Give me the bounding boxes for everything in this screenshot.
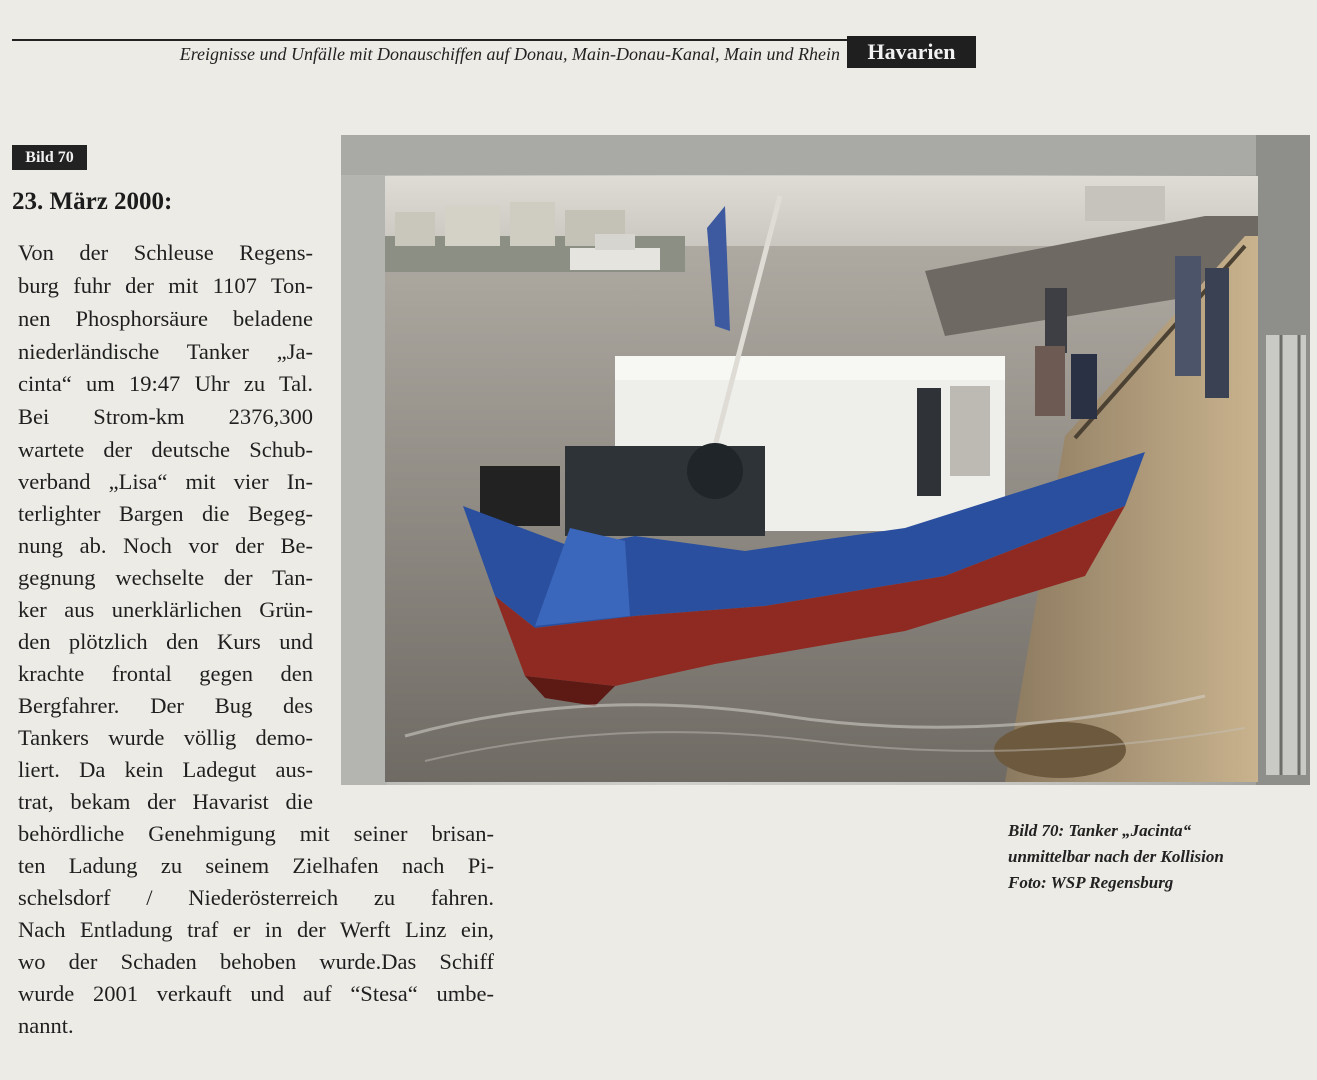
body-line: Von der Schleuse Regens- bbox=[18, 240, 313, 265]
tanker-photo bbox=[385, 176, 1258, 782]
body-line: ten Ladung zu seinem Zielhafen nach Pi- bbox=[18, 853, 494, 878]
body-line: krachte frontal gegen den bbox=[18, 661, 313, 686]
body-line: cinta“ um 19:47 Uhr zu Tal. bbox=[18, 371, 313, 396]
figure-caption-line: Bild 70: Tanker „Jacinta“ bbox=[1008, 821, 1192, 840]
body-line: nen Phosphorsäure beladene bbox=[18, 306, 313, 331]
body-line: liert. Da kein Ladegut aus- bbox=[18, 757, 313, 782]
body-line: niederländische Tanker „Ja- bbox=[18, 339, 313, 364]
body-line: wo der Schaden behoben wurde.Das Schiff bbox=[18, 949, 494, 974]
section-tab: Havarien bbox=[847, 36, 976, 68]
body-line: nannt. bbox=[18, 1013, 74, 1038]
body-line: verband „Lisa“ mit vier In- bbox=[18, 469, 313, 494]
figure-caption-line: unmittelbar nach der Kollision bbox=[1008, 847, 1224, 866]
figure-caption-line: Foto: WSP Regensburg bbox=[1008, 873, 1174, 892]
article-date: 23. März 2000: bbox=[12, 188, 173, 215]
body-line: Bergfahrer. Der Bug des bbox=[18, 693, 313, 718]
body-line: schelsdorf / Niederösterreich zu fahren. bbox=[18, 885, 494, 910]
body-line: Nach Entladung traf er in der Werft Linz ein, bbox=[18, 917, 494, 942]
body-line: den plötzlich den Kurs und bbox=[18, 629, 313, 654]
body-line: ker aus unerklärlichen Grün- bbox=[18, 597, 313, 622]
body-line: wartete der deutsche Schub- bbox=[18, 437, 313, 462]
body-line: burg fuhr der mit 1107 Ton- bbox=[18, 273, 313, 298]
figure-badge: Bild 70 bbox=[12, 145, 87, 170]
body-line: wurde 2001 verkauft und auf “Stesa“ umbe- bbox=[18, 981, 494, 1006]
body-line: Tankers wurde völlig demo- bbox=[18, 725, 313, 750]
header-rule bbox=[12, 39, 974, 41]
body-line: gegnung wechselte der Tan- bbox=[18, 565, 313, 590]
body-line: behördliche Genehmigung mit seiner brisan- bbox=[18, 821, 494, 846]
body-line: Bei Strom-km 2376,300 bbox=[18, 404, 313, 429]
body-line: terlighter Bargen die Begeg- bbox=[18, 501, 313, 526]
running-title: Ereignisse und Unfälle mit Donauschiffen auf Donau, Main-Donau-Kanal, Main und Rhein bbox=[179, 44, 840, 64]
body-line: nung ab. Noch vor der Be- bbox=[18, 533, 313, 558]
body-line: trat, bekam der Havarist die bbox=[18, 789, 313, 814]
